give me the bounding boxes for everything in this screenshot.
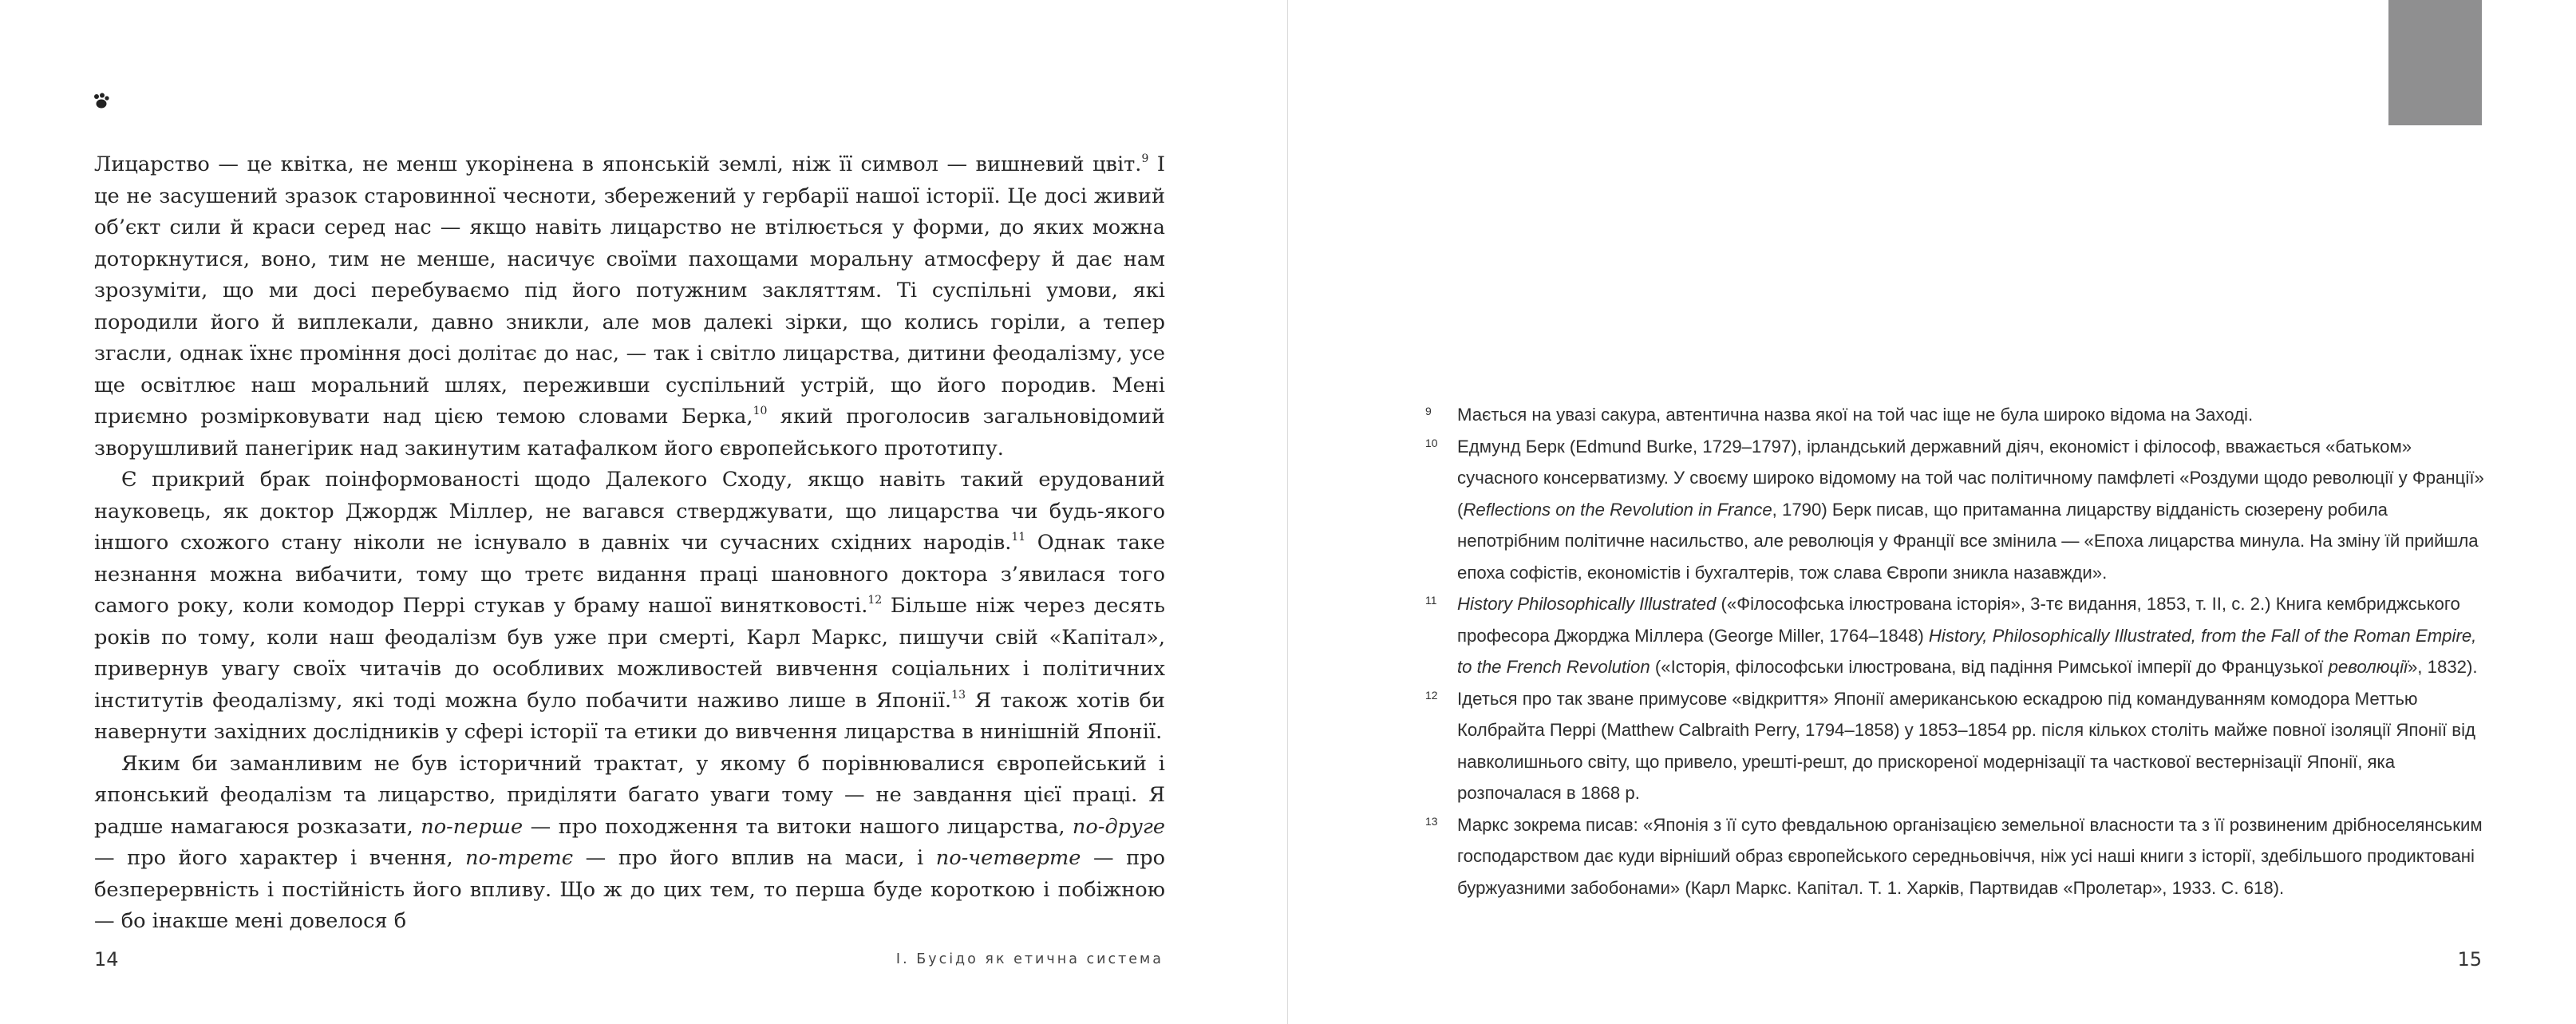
footnote <box>1425 809 2491 904</box>
text-run: Яким би заманливим не був історичний трактат, у якому б порівнювалися європейський і японський феодалізм та лицарство, приділяти багато уваги тому — не завдання цієї праці. Я радше намагаюся розказати, <box>94 751 1165 839</box>
text-run: Однак таке незнання можна вибачити, тому що третє видання праці шановного доктора з’явилася того самого року, коли комодор Перрі стукав у браму нашої винятковості. <box>94 531 1165 618</box>
text-run: Лицарство — це квітка, не менш укорінена в японській землі, ніж її символ — вишневий цвіт. <box>94 152 1142 176</box>
footnote-text <box>1457 683 2491 809</box>
italic-run: History Philosophically Illustrated <box>1457 594 1717 614</box>
text-run: І це не засушений зразок старовинної чесноти, збережений у гербарії нашої історії. Це досі живий об’єкт сили й краси серед нас — якщо навіть лицарство не втілюється у форми, до яких можна доторкнутися, воно, тим не менше, насичує своїми пахощами моральну атмосферу й дає нам зрозуміти, що ми досі перебуваємо під його потужним закляттям. Ті суспільні умови, які породили його й виплекали, давно зникли, але мов далекі зірки, що колись горіли, а тепер згасли, однак їхнє проміння досі долітає до нас, — так і світло лицарства, дитини феодалізму, усе ще освітлює наш моральний шлях, переживши суспільний устрій, що його породив. Мені приємно розмірковувати над цією темою словами Берка, <box>94 152 1165 429</box>
text-run: («Історія, філософськи ілюстрована, від падіння Римської імперії до Французької <box>1650 657 2329 677</box>
text-run: який проголосив загальновідомий зворушливий панегірик над закинутим катафалком його європейського прототипу. <box>94 405 1165 461</box>
text-run: Мається на увазі сакура, автентична назва якої на той час іще не була широко відома на Заході. <box>1457 405 2254 425</box>
body-paragraph <box>94 149 1165 465</box>
footnote-number: 12 <box>1425 688 1438 702</box>
footnote-text <box>1457 588 2491 683</box>
text-run: — про його характер і вчення, <box>94 846 466 870</box>
footnote <box>1425 431 2491 589</box>
text-run: », 1832). <box>2407 657 2478 677</box>
italic-run: по-третє <box>465 846 574 870</box>
footnote-number: 10 <box>1425 436 1438 449</box>
footnote-ref[interactable]: 13 <box>951 688 966 702</box>
footnote-number: 11 <box>1425 594 1437 607</box>
italic-run: по-четверте <box>935 846 1081 870</box>
footnote <box>1425 588 2491 683</box>
text-run: , 1790) Берк писав, що притаманна лицарству відданість сюзерену робила непотрібним політичне насильство, але революція у Франції все змінила — «Епоха лицарства минула. На зміну їй прийшла епоха софістів, економістів і бухгалтерів, тож слава Європи зникла назавжди». <box>1457 499 2479 583</box>
text-run: Ідеться про так зване примусове «відкриття» Японії американською ескадрою під командуванням комодора Меттью Колбрайта Перрі (Matthew Calbraith Perry, 1794–1858) у 1853–1854 рр. після кількох століть майже повної ізоляції Японії від навколишнього світу, що привело, урешті-решт, до прискореної модернізації та часткової вестернізації Японії, яка розпочалася в 1868 р. <box>1457 688 2475 803</box>
text-run: — про походження та витоки нашого лицарства, <box>523 814 1073 839</box>
text-run: Я також хотів би навернути західних дослідників у сфері історії та етики до вивчення лицарства в нинішній Японії. <box>94 688 1165 744</box>
footnote-text <box>1457 431 2491 589</box>
body-paragraph <box>94 749 1165 938</box>
footnote-ref[interactable]: 11 <box>1011 531 1026 544</box>
footnote <box>1425 683 2491 809</box>
footnote-ref[interactable]: 10 <box>753 405 768 417</box>
italic-run: Reflections on the Revolution in France <box>1463 499 1772 520</box>
text-run: Маркс зокрема писав: «Японія з її суто февдальною організацією земельної власности та з її розвиненим дрібноселянським господарством дає куди вірніший образ європейського середньовіччя, ніж усі наші книги з історії, здебільшого продиктовані буржуазними забобонами» (Карл Маркс. Капітал. Т. 1. Харків, Партвидав «Пролетар», 1933. С. 618). <box>1457 814 2483 898</box>
text-run: Більше ніж через десять років по тому, коли наш феодалізм був уже при смерті, Карл Маркс, пишучи свій «Капітал», привернув увагу своїх читачів до особливих можливостей вивчення соціальних і політичних інститутів феодалізму, які тоді можна було побачити наживо лише в Японії. <box>94 594 1165 713</box>
paw-ornament-icon <box>93 93 110 110</box>
chapter-tab-marker <box>2388 0 2482 125</box>
text-run: Є прикрий брак поінформованості щодо Далекого Сходу, якщо навіть такий ерудований науковець, як доктор Джордж Міллер, не вагався стверджувати, що лицарства чи будь-якого іншого схожого стану ніколи не існувало в давніх чи сучасних східних народів. <box>94 468 1165 555</box>
italic-run: революції <box>2328 657 2408 677</box>
body-text <box>94 149 1165 938</box>
page-number-right: 15 <box>2457 948 2482 971</box>
page-number-left: 14 <box>94 948 119 971</box>
italic-run: History, Philosophically Illustrated, from the Fall of the Roman Empire, to the French Revolution <box>1457 625 2477 677</box>
italic-run: по-друге <box>1072 814 1165 839</box>
footnote-ref[interactable]: 12 <box>867 594 883 607</box>
right-page <box>1288 0 2576 1024</box>
footnote-ref[interactable]: 9 <box>1141 152 1149 165</box>
text-run: Едмунд Берк (Edmund Burke, 1729–1797), ірландський державний діяч, економіст і філософ, вважається «батьком» сучасного консерватизму. У своєму широко відомому на той час політичному памфлеті «Роздуми щодо революції у Франції» ( <box>1457 436 2484 520</box>
running-head: I. Бусідо як етична система <box>895 951 1164 967</box>
footnote-text <box>1457 809 2491 904</box>
footnotes <box>1425 399 2491 903</box>
text-run: — про його вплив на маси, і <box>573 846 936 870</box>
text-run: — про безперервність і постійність його впливу. Що ж до цих тем, то перша буде короткою і побіжною — бо інакше мені довелося б <box>94 846 1165 933</box>
body-paragraph <box>94 465 1165 749</box>
footnote <box>1425 399 2491 431</box>
footnote-text <box>1457 399 2491 431</box>
footnote-number: 9 <box>1425 405 1432 417</box>
text-run: («Філософська ілюстрована історія», 3-тє видання, 1853, т. II, с. 2.) Книга кембриджського професора Джорджа Міллера (George Miller, 1764–1848) <box>1457 594 2460 646</box>
italic-run: по-перше <box>421 814 523 839</box>
footnote-number: 13 <box>1425 814 1438 828</box>
